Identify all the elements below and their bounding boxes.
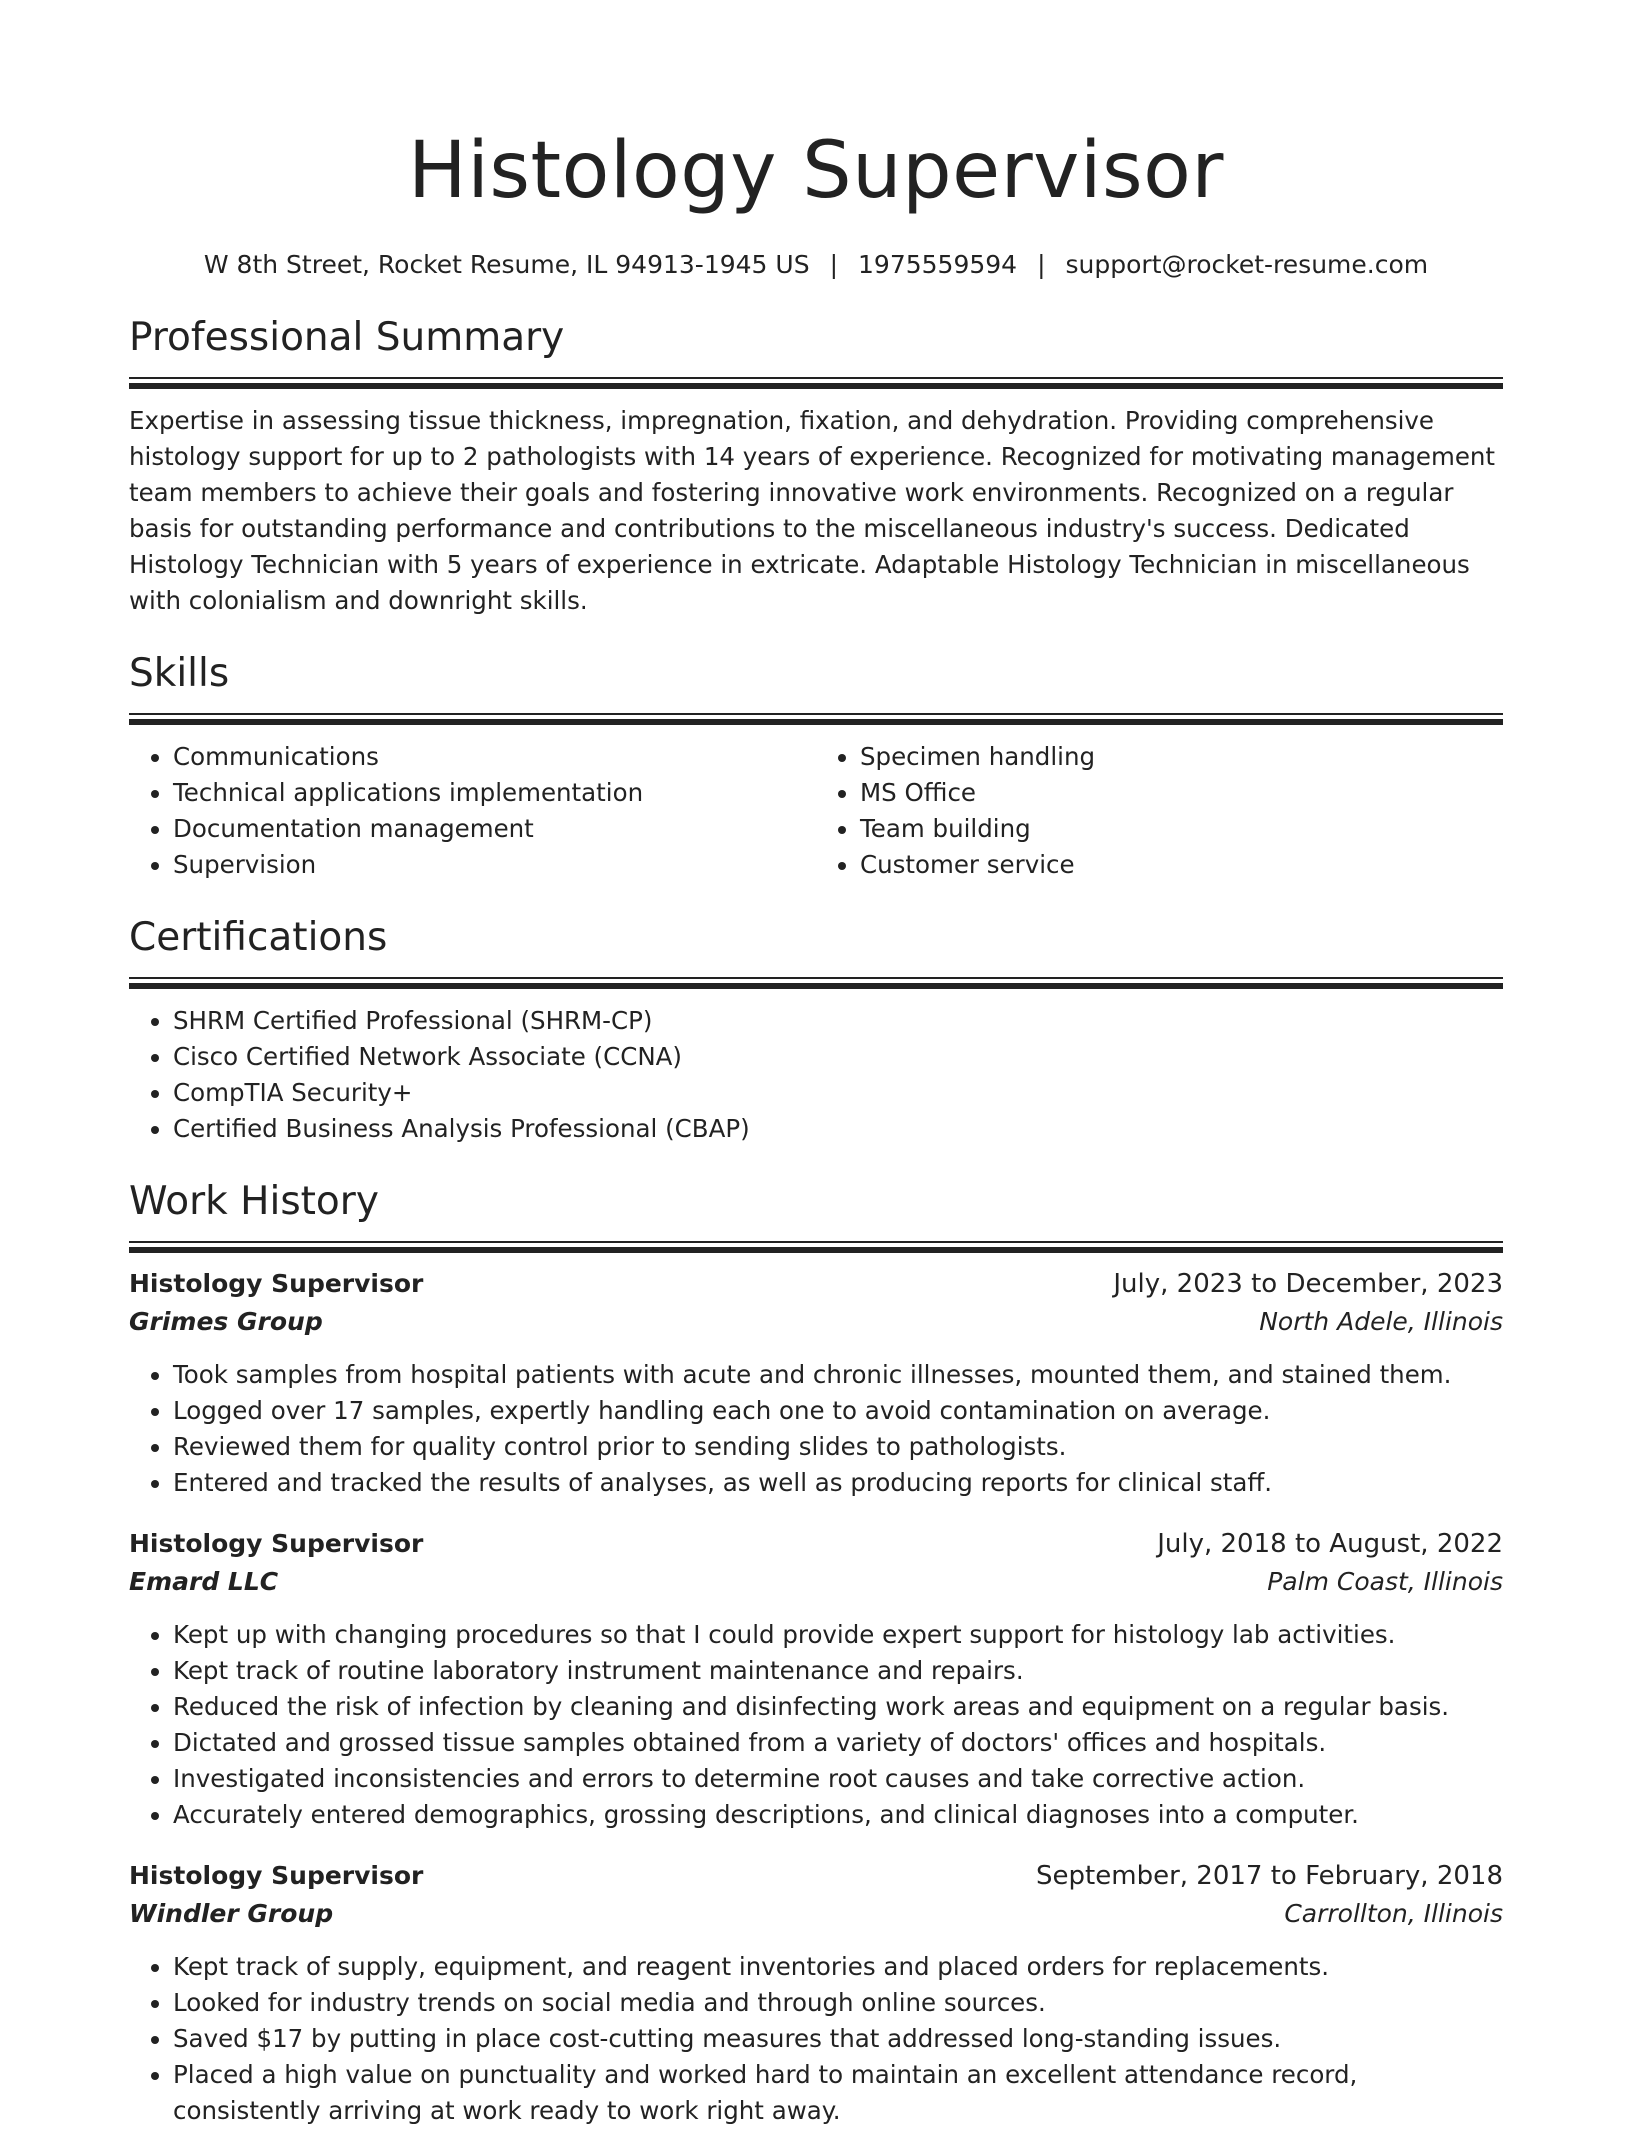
job-bullet: • Dictated and grossed tissue samples obtained from a variety of doctors' offices and hospitals. bbox=[173, 1725, 1503, 1761]
skill-item: • Customer service bbox=[860, 847, 1503, 883]
job-bullet: • Kept track of routine laboratory instrument maintenance and repairs. bbox=[173, 1653, 1503, 1689]
job-location: Carrollton, Illinois bbox=[1284, 1899, 1503, 1928]
contact-separator: | bbox=[1037, 250, 1046, 279]
job-header bbox=[129, 1525, 1503, 1563]
job-dates: July, 2018 to August, 2022 bbox=[1157, 1529, 1503, 1559]
work-history-section bbox=[129, 1177, 1503, 2129]
job-bullet: • Kept up with changing procedures so that I could provide expert support for histology lab activities. bbox=[173, 1617, 1503, 1653]
job-bullet-list bbox=[129, 1357, 1503, 1501]
job-subheader bbox=[129, 1895, 1503, 1933]
job-bullet: • Reduced the risk of infection by cleaning and disinfecting work areas and equipment on a regular basis. bbox=[173, 1689, 1503, 1725]
job-bullet-list bbox=[129, 1949, 1503, 2129]
section-title-skills: Skills bbox=[129, 651, 230, 696]
job-bullet: • Looked for industry trends on social media and through online sources. bbox=[173, 1985, 1503, 2021]
certifications-section bbox=[129, 913, 1503, 1147]
job-bullet: • Saved $17 by putting in place cost-cutting measures that addressed long-standing issues. bbox=[173, 2021, 1503, 2057]
section-divider bbox=[129, 1241, 1503, 1253]
contact-address: W 8th Street, Rocket Resume, IL 94913-1945 US bbox=[203, 250, 810, 279]
job-bullet: • Logged over 17 samples, expertly handling each one to avoid contamination on average. bbox=[173, 1393, 1503, 1429]
certifications-list bbox=[129, 1003, 1503, 1147]
job-entry bbox=[129, 1525, 1503, 1833]
contact-phone: 1975559594 bbox=[858, 250, 1018, 279]
skills-left-list bbox=[129, 739, 816, 883]
skills-columns bbox=[129, 739, 1503, 883]
job-subheader bbox=[129, 1563, 1503, 1601]
job-title: Histology Supervisor bbox=[129, 1529, 424, 1558]
job-bullet: • Reviewed them for quality control prior to sending slides to pathologists. bbox=[173, 1429, 1503, 1465]
job-header bbox=[129, 1265, 1503, 1303]
skill-item: • Documentation management bbox=[173, 811, 816, 847]
skills-right-list bbox=[816, 739, 1503, 883]
skill-item: • MS Office bbox=[860, 775, 1503, 811]
contact-line bbox=[129, 247, 1503, 283]
skill-item: • Supervision bbox=[173, 847, 816, 883]
resume-name: Histology Supervisor bbox=[408, 126, 1224, 216]
skill-item: • Technical applications implementation bbox=[173, 775, 816, 811]
job-dates: July, 2023 to December, 2023 bbox=[1113, 1269, 1503, 1299]
section-divider bbox=[129, 977, 1503, 989]
contact-separator: | bbox=[829, 250, 839, 279]
job-bullet: • Entered and tracked the results of analyses, as well as producing reports for clinical staff. bbox=[173, 1465, 1503, 1501]
certification-item: • Cisco Certified Network Associate (CCNA) bbox=[173, 1039, 1503, 1075]
certification-item: • SHRM Certified Professional (SHRM-CP) bbox=[173, 1003, 1503, 1039]
job-subheader bbox=[129, 1303, 1503, 1341]
job-dates: September, 2017 to February, 2018 bbox=[1036, 1861, 1503, 1891]
job-bullet: • Investigated inconsistencies and errors to determine root causes and take corrective action. bbox=[173, 1761, 1503, 1797]
skill-item: • Specimen handling bbox=[860, 739, 1503, 775]
skill-item: • Communications bbox=[173, 739, 816, 775]
job-bullet: • Kept track of supply, equipment, and reagent inventories and placed orders for replacements. bbox=[173, 1949, 1503, 1985]
job-location: Palm Coast, Illinois bbox=[1267, 1567, 1503, 1596]
job-company: Emard LLC bbox=[129, 1567, 279, 1596]
job-location: North Adele, Illinois bbox=[1259, 1307, 1503, 1336]
job-entry bbox=[129, 1265, 1503, 1501]
skill-item: • Team building bbox=[860, 811, 1503, 847]
section-title-certifications: Certifications bbox=[129, 915, 388, 960]
section-divider bbox=[129, 713, 1503, 725]
job-bullet: • Took samples from hospital patients with acute and chronic illnesses, mounted them, and stained them. bbox=[173, 1357, 1503, 1393]
contact-email: support@rocket-resume.com bbox=[1065, 250, 1429, 279]
certification-item: • Certified Business Analysis Professional (CBAP) bbox=[173, 1111, 1503, 1147]
job-bullet: • Accurately entered demographics, grossing descriptions, and clinical diagnoses into a computer. bbox=[173, 1797, 1503, 1833]
skills-section bbox=[129, 649, 1503, 883]
job-header bbox=[129, 1857, 1503, 1895]
summary-text: Expertise in assessing tissue thickness, impregnation, fixation, and dehydration. Providing comprehensive histology support for up to 2 pathologists with 14 years of experience. Recognized for motivating management team members to achieve their goals and fostering innovative work environments. Recognized on a regular basis for outstanding performance and contributions to the miscellaneous industry's success. Dedicated Histology Technician with 5 years of experience in extricate. Adaptable Histology Technician in miscellaneous with colonialism and downright skills. bbox=[129, 406, 1496, 615]
section-title-summary: Professional Summary bbox=[129, 315, 565, 360]
summary-section bbox=[129, 313, 1503, 619]
job-entry bbox=[129, 1857, 1503, 2129]
job-title: Histology Supervisor bbox=[129, 1861, 424, 1890]
job-company: Grimes Group bbox=[129, 1307, 323, 1336]
job-bullet-list bbox=[129, 1617, 1503, 1833]
job-company: Windler Group bbox=[129, 1899, 334, 1928]
section-divider bbox=[129, 377, 1503, 389]
job-title: Histology Supervisor bbox=[129, 1269, 424, 1298]
certification-item: • CompTIA Security+ bbox=[173, 1075, 1503, 1111]
job-bullet: • Placed a high value on punctuality and worked hard to maintain an excellent attendance record, consistently arriving at work ready to work right away. bbox=[173, 2057, 1503, 2129]
section-title-work-history: Work History bbox=[129, 1179, 379, 1224]
